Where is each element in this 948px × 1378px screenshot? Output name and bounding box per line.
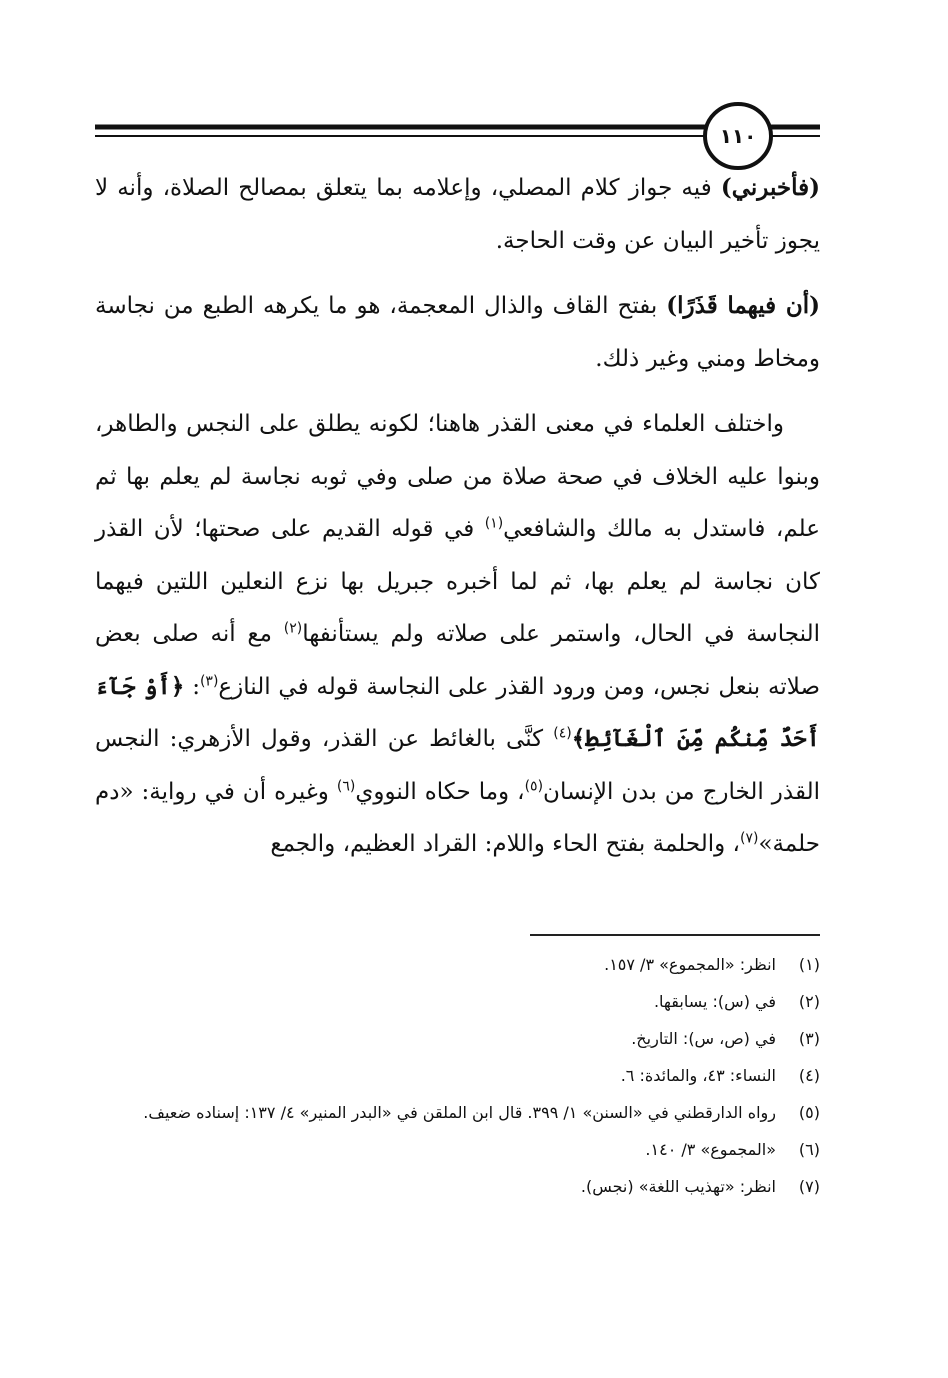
footnote-number: (٦) [798, 1140, 820, 1159]
footnote-number: (٤) [798, 1066, 820, 1085]
footnote-marker: (٤) [553, 725, 572, 742]
footnote-number: (٥) [798, 1103, 820, 1122]
footnote-text: في (ص، س): التاريخ. [631, 1029, 776, 1048]
paragraph [95, 280, 820, 385]
text-run: بفتح القاف والذال المعجمة، هو ما يكرهه الطبع من نجاسة ومخاط ومني وغير ذلك. [95, 293, 820, 372]
footnote-marker: (٦) [336, 777, 356, 794]
footnote-text: رواه الدارقطني في «السنن» ١/ ٣٩٩. قال ابن الملقن في «البدر المنير» ٤/ ١٣٧: إسناده ضعيف. [143, 1103, 776, 1122]
footnote-text: في (س): يسابقها. [653, 992, 776, 1011]
footnote-item [95, 1094, 820, 1131]
footnote-number: (١) [798, 955, 820, 974]
lemma-heading: (أن فيهما قَذَرًا) [666, 292, 820, 319]
text-run: فيه جواز كلام المصلي، وإعلامه بما يتعلق بمصالح الصلاة، وأنه لا يجوز تأخير البيان عن وقت الحاجة. [95, 175, 820, 254]
lemma-heading: (فأخبرني) [720, 174, 820, 201]
footnote-separator [530, 934, 820, 936]
text-run: وغيره أن في رواية: «دم حلمة» [95, 778, 820, 857]
quran-quote: ﴿أَوْ جَآءَ أَحَدٌ مِّنكُم مِّنَ ٱلْغَآئِطِ﴾ [95, 672, 821, 752]
footnote-item [95, 1168, 820, 1205]
text-run: كنَّى بالغائط عن القذر، وقول الأزهري: النجس القذر الخارج من بدن الإنسان [95, 726, 820, 805]
paragraph [95, 398, 820, 871]
footnote-item [95, 946, 820, 983]
footnote-marker: (٣) [199, 672, 219, 689]
footnote-marker: (٢) [283, 620, 303, 637]
footnote-marker: (٥) [524, 777, 544, 794]
text-run: مع أنه صلى بعض صلاته بنعل نجس، ومن ورود القذر على النجاسة قوله في النازع [95, 621, 820, 700]
footnote-marker: (٧) [739, 830, 759, 847]
main-text [95, 162, 820, 871]
footnote-number: (٣) [798, 1029, 820, 1048]
footnote-marker: (١) [484, 515, 504, 532]
text-run: واختلف العلماء في معنى القذر هاهنا؛ لكونه يطلق على النجس والطاهر، وبنوا عليه الخلاف في صحة صلاة من صلى وفي ثوبه نجاسة لم يعلم بها ثم علم، فاستدل به مالك والشافعي [95, 411, 820, 542]
paragraph [95, 162, 820, 267]
footnote-item [95, 1020, 820, 1057]
text-run: ، وما حكاه النووي [355, 778, 525, 805]
footnotes [95, 946, 820, 1205]
footnote-text: انظر: «تهذيب اللغة» (نجس). [580, 1177, 776, 1196]
footnote-item [95, 1131, 820, 1168]
footnote-item [95, 1057, 820, 1094]
text-run: في قوله القديم على صحتها؛ لأن القذر كان نجاسة لم يعلم بها، ثم لما أخبره جبريل بها نزع النعلين اللتين فيهما النجاسة في الحال، واستمر على صلاته ولم يستأنفها [95, 516, 820, 647]
footnote-item [95, 983, 820, 1020]
footnote-number: (٧) [798, 1177, 820, 1196]
text-run: : [184, 673, 200, 700]
footnote-number: (٢) [798, 992, 820, 1011]
text-run: ، والحلمة بفتح الحاء واللام: القراد العظيم، والجمع [270, 831, 740, 857]
footnote-text: النساء: ٤٣، والمائدة: ٦. [620, 1066, 776, 1085]
footnote-text: «المجموع» ٣/ ١٤٠. [645, 1140, 776, 1159]
footnote-text: انظر: «المجموع» ٣/ ١٥٧. [604, 955, 776, 974]
page-number: ١١٠ [719, 124, 757, 148]
